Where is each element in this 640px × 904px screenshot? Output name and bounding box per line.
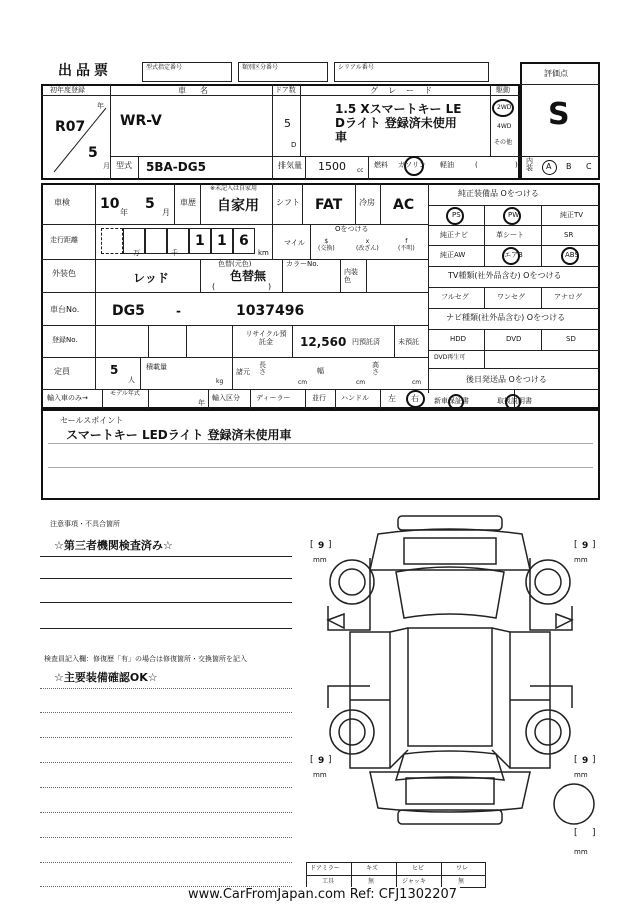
fuel-diesel: 軽油 xyxy=(440,161,454,169)
meter-exchange: $ (交換) xyxy=(318,238,335,253)
fuel-label: 燃料 xyxy=(374,161,388,169)
interior-a: A xyxy=(546,162,552,171)
legend-hibi: ヒビ xyxy=(412,865,425,872)
tread-rl-close: ] xyxy=(328,755,332,765)
equip-tv: 純正TV xyxy=(560,211,584,219)
evaluation-label: 評価点 xyxy=(544,69,568,78)
handle-label: ハンドル xyxy=(341,394,369,402)
color-label: 外装色 xyxy=(52,269,76,278)
handle-right: 右 xyxy=(411,394,419,403)
ac-label: 冷房 xyxy=(359,198,375,207)
model-year-unit: 年 xyxy=(198,399,205,407)
color-no-label: カラーNo. xyxy=(286,260,319,268)
import-dealer: ディーラー xyxy=(256,394,291,402)
chassis-label: 車台No. xyxy=(50,305,80,314)
later-manual: 取扱説明書 xyxy=(497,397,532,405)
model-year-label: モデル年式 xyxy=(110,390,140,397)
tread-fl-bracket: [ xyxy=(310,540,314,550)
meter-unknown: f (不明) xyxy=(398,238,415,253)
later-manual-circle xyxy=(505,394,521,410)
legend-tools: 工具 xyxy=(322,878,335,885)
equip-pw-circle xyxy=(503,207,521,225)
fuel-paren-close: ) xyxy=(515,161,518,169)
tv-analog: アナログ xyxy=(554,293,582,301)
tread-rl-mm: mm xyxy=(313,771,327,779)
model-label: 型式 xyxy=(116,161,132,170)
model-cert-label: 型式指定番号 xyxy=(146,64,183,71)
shaken-year-unit: 年 xyxy=(120,208,128,217)
length-cm: cm xyxy=(298,379,308,386)
color-change-label: 色替(元色) xyxy=(218,260,252,268)
drive-other: その他 xyxy=(494,139,513,146)
inspector-label: 検査員記入欄：修復歴「有」の場合は修復箇所・交換箇所を記入 xyxy=(44,655,247,663)
grade-line3: 車 xyxy=(335,130,348,144)
capacity-label: 定員 xyxy=(54,367,70,376)
tv-fullseg: フルセグ xyxy=(441,293,469,301)
sales-text: スマートキー LEDライト 登録済未使用車 xyxy=(66,428,292,442)
tread-fr-mm: mm xyxy=(574,556,588,564)
import-label: 輸入車のみ→ xyxy=(47,394,88,402)
car-name: WR-V xyxy=(120,113,162,129)
grade-line1: 1.5 Xスマートキー LE xyxy=(335,102,462,116)
recycle-label: リサイクル預託金 xyxy=(245,330,287,347)
first-reg-slash xyxy=(50,100,110,175)
equip-navi: 純正ナビ xyxy=(440,231,468,239)
chassis-number: 1037496 xyxy=(236,303,305,319)
navi-title: ナビ種類(社外品含む) Oをつける xyxy=(446,313,566,322)
car-name-label: 車名 xyxy=(178,86,222,95)
equip-ps: PS xyxy=(452,211,461,219)
later-warranty: 新車保証書 xyxy=(434,397,469,405)
mileage-label: 走行距離 xyxy=(50,236,78,244)
tread-fl-mm: mm xyxy=(313,556,327,564)
sen-unit: 千 xyxy=(171,249,178,257)
interior-b: B xyxy=(566,162,572,171)
later-warranty-circle xyxy=(448,394,464,410)
legend-jack-val: 無 xyxy=(458,878,465,885)
later-title: 後日発送品 Oをつける xyxy=(466,375,547,384)
chassis-dash: - xyxy=(176,304,181,318)
doors-label: ドア数 xyxy=(275,86,296,94)
width-cm: cm xyxy=(356,379,366,386)
doors-value: 5 xyxy=(284,117,291,130)
displacement-value: 1500 xyxy=(318,160,346,173)
history-value: 自家用 xyxy=(217,198,259,214)
equip-abs-circle xyxy=(561,247,579,265)
ac-value: AC xyxy=(393,197,415,213)
dvd-playback: DVD再生可 xyxy=(434,354,466,361)
capacity-value: 5 xyxy=(110,363,119,377)
length-label: 長さ xyxy=(259,361,266,376)
fuel-circle xyxy=(404,156,424,176)
equip-airbag: エアB xyxy=(504,251,523,259)
tv-title: TV種類(社外品含む) Oをつける xyxy=(448,271,562,280)
door-type: D xyxy=(291,141,297,149)
tread-fl-close: ] xyxy=(328,540,332,550)
cc-unit: cc xyxy=(357,167,364,174)
equip-ps-circle xyxy=(446,207,464,225)
mileage-digit-1: 1 xyxy=(195,233,205,249)
first-reg-month: 5 xyxy=(88,145,98,161)
dims-label: 諸元 xyxy=(236,368,250,376)
equip-abs: ABS xyxy=(565,251,579,259)
man-unit: 万 xyxy=(133,249,140,257)
model-value: 5BA-DG5 xyxy=(146,160,206,174)
interior-color-label: 内装色 xyxy=(344,268,358,285)
import-parallel: 並行 xyxy=(312,394,326,402)
tread-rl-bracket: [ xyxy=(310,755,314,765)
tread-fl: 9 xyxy=(318,541,325,551)
meter-altered: x (改ざん) xyxy=(356,238,379,253)
tread-spare-bracket: [ xyxy=(574,828,578,838)
drive-2wd-circle xyxy=(492,99,514,117)
mileage-digit-2: 1 xyxy=(217,233,227,249)
navi-sd: SD xyxy=(566,335,576,343)
first-reg-era: R07 xyxy=(55,119,86,135)
shaken-month-unit: 月 xyxy=(162,208,170,217)
recycle-paid: 円預託済 xyxy=(352,338,380,346)
shaken-year: 10 xyxy=(100,196,120,212)
tv-oneseg: ワンセグ xyxy=(497,293,525,301)
fuel-paren: ( xyxy=(475,161,478,169)
mileage-digit-3: 6 xyxy=(239,233,249,249)
sales-block xyxy=(41,409,600,500)
color-paren-close: ) xyxy=(268,282,272,291)
handle-right-circle xyxy=(406,390,425,408)
interior-label: 内装 xyxy=(526,157,533,172)
import-type-label: 輸入区分 xyxy=(212,394,240,402)
grade-line2: Dライト 登録済未使用 xyxy=(335,116,457,130)
reg-no-label: 登録No. xyxy=(52,336,78,344)
notes-line1: ☆第三者機関検査済み☆ xyxy=(54,539,173,552)
shift-label: シフト xyxy=(276,198,300,207)
height-cm: cm xyxy=(412,379,422,386)
first-reg-label: 初年度登録 xyxy=(50,86,85,94)
width-label: 幅 xyxy=(317,367,324,375)
equip-pw: PW xyxy=(508,211,520,219)
shaken-label: 車検 xyxy=(54,198,70,207)
class-label: 類別区分番号 xyxy=(242,64,279,71)
recycle-amount: 12,560 xyxy=(300,335,347,349)
recycle-unpaid: 未預託 xyxy=(398,338,419,346)
sales-label: セールスポイント xyxy=(60,416,124,425)
kg-unit: kg xyxy=(216,378,224,385)
genuine-title: 純正装備品 Oをつける xyxy=(458,189,539,198)
meter-mark-note: Oをつける xyxy=(335,225,369,233)
shaken-month: 5 xyxy=(145,196,155,212)
notes-line2: ☆主要装備確認OK☆ xyxy=(54,671,158,684)
legend-tools-val: 無 xyxy=(368,878,375,885)
drive-label: 駆動 xyxy=(496,86,510,94)
tread-fr-close: ] xyxy=(592,540,596,550)
notes-label: 注意事項・不具合箇所 xyxy=(50,520,120,528)
color-value: レッド xyxy=(133,271,169,285)
drive-4wd: 4WD xyxy=(497,123,512,130)
navi-hdd: HDD xyxy=(450,335,467,343)
equip-airbag-circle xyxy=(502,247,520,265)
tread-rl: 9 xyxy=(318,756,325,766)
legend-kizu: キズ xyxy=(366,865,378,872)
load-label: 積載量 xyxy=(146,363,167,371)
chassis-prefix: DG5 xyxy=(112,303,145,319)
capacity-unit: 人 xyxy=(128,376,135,384)
tread-fr-bracket: [ xyxy=(574,540,578,550)
serial-label: シリアル番号 xyxy=(338,64,374,71)
tread-rr-bracket: [ xyxy=(574,755,578,765)
evaluation-score: S xyxy=(548,97,570,132)
fuel-gasoline: ガソリン xyxy=(398,161,426,169)
legend-ware: ワレ xyxy=(456,865,469,872)
tread-spare-close: ] xyxy=(592,828,596,838)
handle-left: 左 xyxy=(388,394,396,403)
displacement-label: 排気量 xyxy=(278,161,302,170)
month-unit: 月 xyxy=(103,162,110,170)
car-diagram xyxy=(300,510,600,850)
form-title: 出品票 xyxy=(58,63,112,79)
tread-rr-mm: mm xyxy=(574,771,588,779)
tread-fr: 9 xyxy=(582,541,589,551)
equip-aw: 純正AW xyxy=(440,251,466,259)
legend-jack: ジャッキ xyxy=(402,878,426,885)
color-change-value: 色替無 xyxy=(230,269,267,283)
equip-sr: SR xyxy=(564,231,574,239)
drive-2wd: 2WD xyxy=(497,104,512,111)
height-label: 高さ xyxy=(372,361,379,376)
tread-rr-close: ] xyxy=(592,755,596,765)
tread-spare-mm: mm xyxy=(574,848,588,856)
equip-leather: 革シート xyxy=(496,231,524,239)
year-unit: 年 xyxy=(97,102,104,110)
km-unit: km xyxy=(258,249,269,257)
footer-reference: www.CarFromJapan.com Ref: CFJ1302207 xyxy=(185,887,460,902)
grade-label: グレード xyxy=(370,86,442,95)
color-paren-open: ( xyxy=(212,282,216,291)
interior-c: C xyxy=(586,162,592,171)
mile-label: マイル xyxy=(284,239,305,247)
navi-dvd: DVD xyxy=(506,335,522,343)
shift-value: FAT xyxy=(315,197,343,213)
history-label: 車歴 xyxy=(180,198,196,207)
history-note: ※未記入は自家用 xyxy=(210,185,258,192)
tread-rr: 9 xyxy=(582,756,589,766)
legend-mirror: ドアミラー xyxy=(310,865,340,872)
